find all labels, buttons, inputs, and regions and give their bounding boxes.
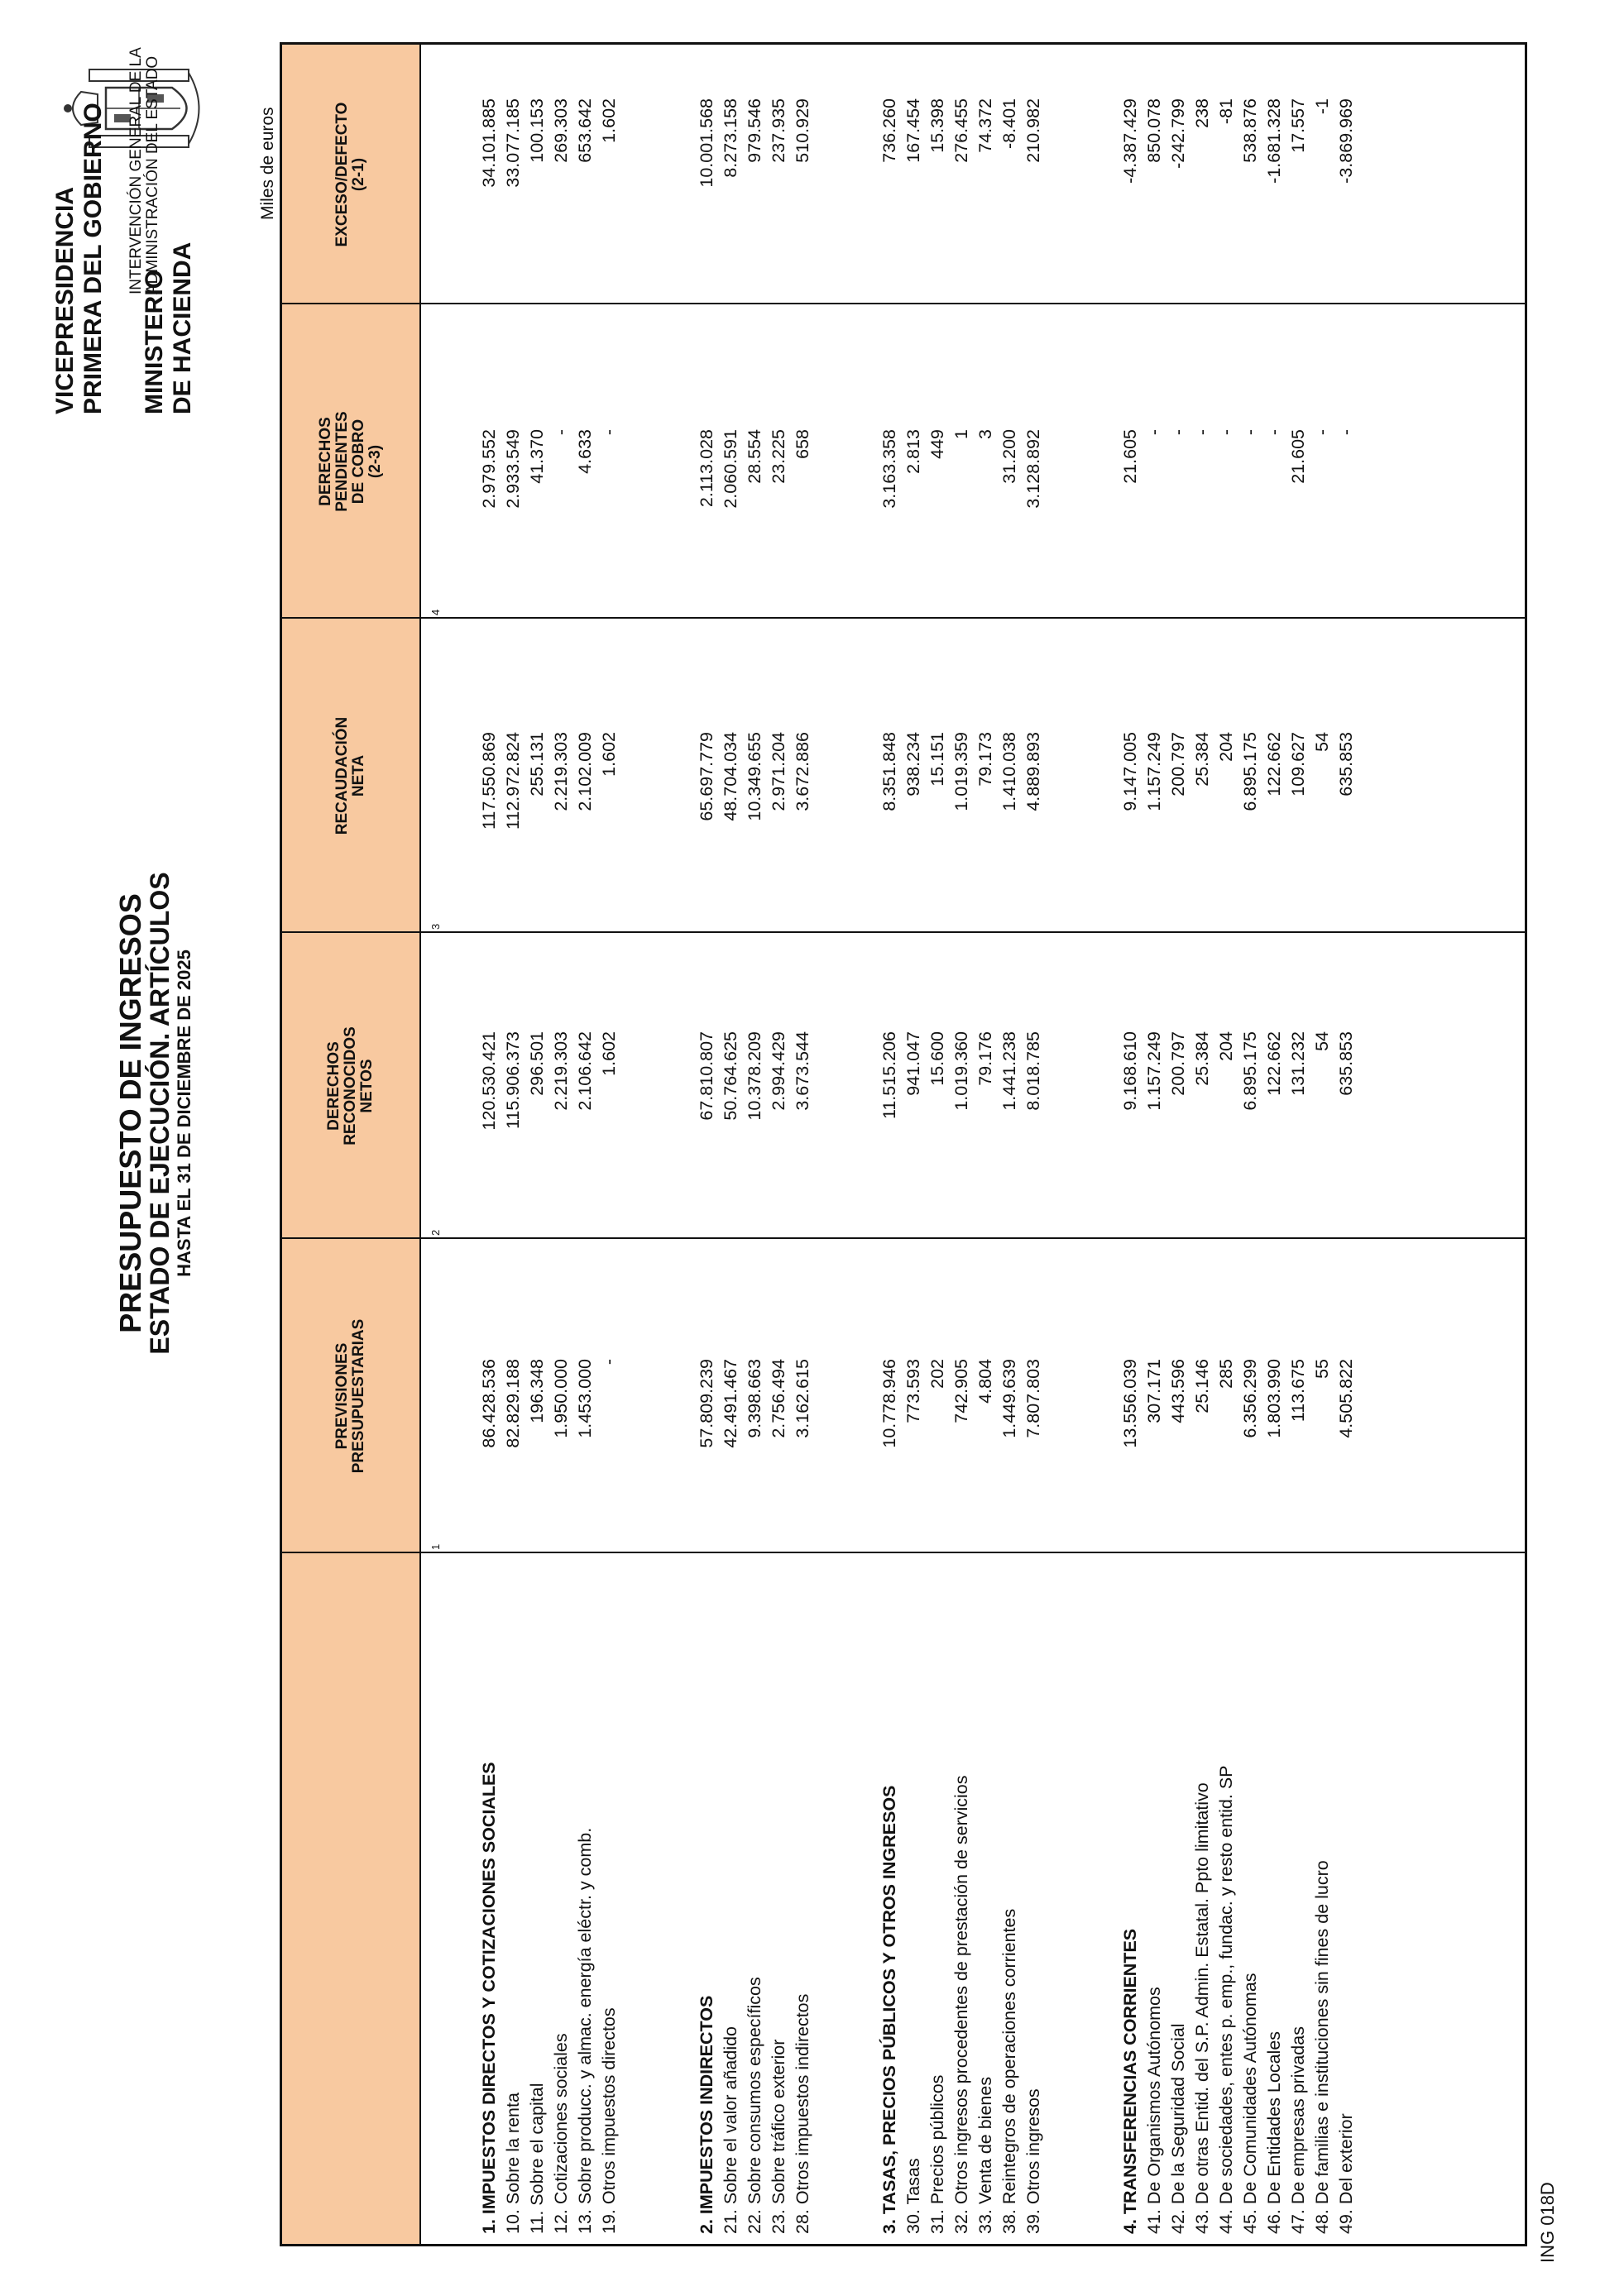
table-row [1168,45,1190,2244]
column-header-1 [282,1239,421,1553]
column-header-line: NETA [350,754,367,797]
document-code: ING 018D [1537,2182,1558,2263]
cell-value: 2.219.303 [551,732,571,811]
cell-value: 41.370 [527,429,547,484]
cell-value: 54 [1312,732,1332,752]
cell-value: 67.810.807 [697,1031,716,1121]
column-number: 1 [429,1543,442,1550]
cell-value: -4.387.429 [1120,98,1140,184]
cell-value: 115.906.373 [503,1031,523,1129]
column-header-4 [282,304,421,619]
column-header-line: RECAUDACIÓN [333,716,351,835]
cell-value: 15.398 [927,98,947,153]
cell-value: 2.113.028 [697,429,716,508]
cell-value: 443.596 [1168,1359,1188,1423]
cell-value: -1.681.328 [1264,98,1284,184]
cell-value: 122.662 [1264,1031,1284,1096]
cell-value: 2.933.549 [503,429,523,509]
cell-value: 2.756.494 [769,1359,788,1438]
cell-value: 9.168.610 [1120,1031,1140,1111]
column-header-5 [282,45,421,304]
cell-value: 74.372 [975,98,995,153]
row-label: 31. Precios públicos [927,2074,947,2234]
row-label: 46. De Entidades Locales [1264,2031,1284,2234]
column-header-line: RECONOCIDOS [342,1026,359,1146]
cell-value: 82.829.188 [503,1359,523,1448]
cell-value: 17.557 [1288,98,1308,153]
column-header-line: PREVISIONES [333,1342,351,1450]
cell-value: 2.994.429 [769,1031,788,1111]
cell-value: 25.384 [1192,1031,1212,1086]
cell-value: 9.147.005 [1120,732,1140,811]
cell-value: 3.163.358 [879,429,899,509]
row-label: 48. De familias e instituciones sin fines de lucro [1312,1860,1332,2234]
cell-value: 15.600 [927,1031,947,1086]
table-row [527,45,549,2244]
table-row [903,45,925,2244]
table-row [721,45,742,2244]
row-label: 12. Cotizaciones sociales [551,2033,571,2234]
cell-value: 2.219.303 [551,1031,571,1111]
units-label: Miles de euros [258,107,277,220]
cell-value: -3.869.969 [1336,98,1356,184]
row-label: 19. Otros impuestos directos [599,2007,619,2234]
cell-value: 1.441.238 [999,1031,1019,1111]
cell-value: 21.605 [1288,429,1308,484]
table-row [1240,45,1262,2244]
cell-value: 1.449.639 [999,1359,1019,1438]
row-label: 22. Sobre consumos específicos [745,1977,764,2234]
column-header-line: (2-1) [350,157,367,192]
column-header-line: DERECHOS [317,417,334,506]
cell-value: 538.876 [1240,98,1260,163]
cell-value: 1.602 [599,98,619,143]
row-label: 33. Venta de bienes [975,2076,995,2234]
cell-value: 50.764.625 [721,1031,740,1121]
cell-value: 635.853 [1336,732,1356,796]
vp-line1: VICEPRESIDENCIA [51,186,79,414]
column-divider [282,303,1525,304]
cell-value: 196.348 [527,1359,547,1423]
cell-value: 10.349.655 [745,732,764,821]
cell-value: 54 [1312,1031,1332,1051]
cell-value: 3.128.892 [1023,429,1043,509]
cell-value: 979.546 [745,98,764,163]
igae-line2: ADMINISTRACIÓN DEL ESTADO [144,55,161,294]
cell-value: 167.454 [903,98,923,163]
cell-value: 238 [1192,98,1212,128]
row-label: 43. De otras Entid. del S.P. Admin. Estatal. Ppto limitativo [1192,1782,1212,2234]
table-row [1312,45,1334,2244]
title-line3: HASTA EL 31 DE DICIEMBRE DE 2025 [174,949,194,1277]
cell-value: 6.895.175 [1240,1031,1260,1111]
column-header-2 [282,933,421,1239]
table-row [769,45,790,2244]
column-header-line: PRESUPUESTARIAS [350,1318,367,1474]
cell-value: 42.491.467 [721,1359,740,1448]
cell-value: 3.672.886 [793,732,812,811]
table-row [793,45,814,2244]
cell-value: 122.662 [1264,732,1284,796]
cell-value: 9.398.663 [745,1359,764,1438]
table-row [975,45,997,2244]
table-row [1264,45,1286,2244]
row-label: 45. De Comunidades Autónomas [1240,1973,1260,2234]
cell-value: 25.146 [1192,1359,1212,1413]
row-label: 42. De la Seguridad Social [1168,2023,1188,2234]
cell-value: 2.813 [903,429,923,474]
cell-value: 6.895.175 [1240,732,1260,811]
vicepresidencia-label [51,103,108,414]
cell-value: 4.889.893 [1023,732,1043,811]
table-row [503,45,525,2244]
cell-value: - [1336,429,1356,436]
cell-value: - [1240,429,1260,436]
cell-value: 109.627 [1288,732,1308,796]
column-divider [282,1237,1525,1239]
cell-value: 10.001.568 [697,98,716,188]
cell-value: -1 [1312,98,1332,115]
cell-value: 2.102.009 [575,732,595,811]
cell-value: 3 [975,429,995,439]
group-title: 4. TRANSFERENCIAS CORRIENTES [1120,1928,1140,2234]
cell-value: 23.225 [769,429,788,484]
cell-value: 57.809.239 [697,1359,716,1448]
row-label: 41. De Organismos Autónomos [1144,1987,1164,2234]
cell-value: 1.157.249 [1144,732,1164,811]
cell-value: 8.018.785 [1023,1031,1043,1111]
cell-value: 15.151 [927,732,947,787]
column-header-line: DERECHOS [325,1041,343,1131]
cell-value: 6.356.299 [1240,1359,1260,1438]
cell-value: - [599,429,619,436]
cell-value: 269.303 [551,98,571,163]
cell-value: 200.797 [1168,732,1188,796]
cell-value: 285 [1216,1359,1236,1389]
cell-value: - [1144,429,1164,436]
row-label: 11. Sobre el capital [527,2083,547,2234]
table-row [1023,45,1045,2244]
cell-value: 10.778.946 [879,1359,899,1448]
table-row [951,45,973,2244]
cell-value: 276.455 [951,98,971,163]
cell-value: 1.019.359 [951,732,971,811]
cell-value: - [1192,429,1212,436]
cell-value: 113.675 [1288,1359,1308,1423]
table-row [1288,45,1310,2244]
cell-value: 449 [927,429,947,459]
cell-value: 1.950.000 [551,1359,571,1438]
cell-value: - [599,1359,619,1366]
cell-value: 11.515.206 [879,1031,899,1120]
cell-value: 31.200 [999,429,1019,484]
cell-value: 653.642 [575,98,595,163]
cell-value: 736.260 [879,98,899,163]
cell-value: 2.979.552 [479,429,499,509]
cell-value: 938.234 [903,732,923,796]
table-row [1216,45,1238,2244]
table-row [1144,45,1166,2244]
cell-value: - [1168,429,1188,436]
cell-value: 3.162.615 [793,1359,812,1438]
cell-value: 850.078 [1144,98,1164,163]
group-title: 2. IMPUESTOS INDIRECTOS [697,1995,716,2234]
group-title-row [879,45,901,2244]
cell-value: - [1216,429,1236,436]
table-row [999,45,1021,2244]
column-header-line: (2-3) [366,444,384,479]
cell-value: 296.501 [527,1031,547,1096]
row-label: 28. Otros impuestos indirectos [793,1993,812,2234]
cell-value: 117.550.869 [479,732,499,830]
cell-value: 21.605 [1120,429,1140,484]
cell-value: 1 [951,429,971,439]
label-column-header [282,1553,421,2244]
cell-value: 86.428.536 [479,1359,499,1448]
cell-value: 1.453.000 [575,1359,595,1438]
cell-value: - [1264,429,1284,436]
row-label: 30. Tasas [903,2158,923,2234]
cell-value: 25.384 [1192,732,1212,787]
cell-value: 4.633 [575,429,595,474]
cell-value: 200.797 [1168,1031,1188,1096]
cell-value: 1.803.990 [1264,1359,1284,1438]
column-header-line: EXCESO/DEFECTO [333,102,351,247]
cell-value: 34.101.885 [479,98,499,188]
row-label: 21. Sobre el valor añadido [721,2026,740,2234]
vp-line2: PRIMERA DEL GOBIERNO [79,103,107,414]
min-line1: MINISTERIO [141,269,168,414]
row-label: 47. De empresas privadas [1288,2026,1308,2234]
cell-value: 2.971.204 [769,732,788,811]
cell-value: 3.673.544 [793,1031,812,1111]
group-title: 1. IMPUESTOS DIRECTOS Y COTIZACIONES SOCIALES [479,1762,499,2234]
cell-value: -81 [1216,98,1236,125]
title-line1: PRESUPUESTO DE INGRESOS [113,893,147,1333]
min-line2: DE HACIENDA [169,242,196,414]
row-label: 10. Sobre la renta [503,2093,523,2234]
column-number: 3 [429,923,442,930]
cell-value: 210.982 [1023,98,1043,163]
cell-value: 204 [1216,732,1236,762]
cell-value: 4.505.822 [1336,1359,1356,1438]
cell-value: 307.171 [1144,1359,1164,1423]
cell-value: 1.019.360 [951,1031,971,1111]
cell-value: 65.697.779 [697,732,716,821]
column-number: 2 [429,1229,442,1236]
table-row [745,45,766,2244]
row-label: 23. Sobre tráfico exterior [769,2039,788,2234]
cell-value: 635.853 [1336,1031,1356,1096]
cell-value: 112.972.824 [503,732,523,830]
cell-value: 79.176 [975,1031,995,1086]
cell-value: 10.378.209 [745,1031,764,1121]
group-title-row [479,45,501,2244]
cell-value: 7.807.803 [1023,1359,1043,1438]
row-label: 32. Otros ingresos procedentes de prestación de servicios [951,1775,971,2234]
column-header-line: DE COBRO [350,419,367,505]
cell-value: - [1312,429,1332,436]
cell-value: 55 [1312,1359,1332,1379]
cell-value: 1.602 [599,1031,619,1076]
cell-value: 33.077.185 [503,98,523,188]
cell-value: -8.401 [999,98,1019,149]
cell-value: 131.232 [1288,1031,1308,1096]
cell-value: 48.704.034 [721,732,740,821]
budget-table [280,42,1527,2246]
cell-value: 13.556.039 [1120,1359,1140,1448]
cell-value: 202 [927,1359,947,1389]
table-row [551,45,572,2244]
row-label: 13. Sobre producc. y almac. energía eléctr. y comb. [575,1827,595,2234]
column-divider [282,617,1525,619]
igae-label [128,47,161,294]
cell-value: 8.351.848 [879,732,899,811]
row-label: 39. Otros ingresos [1023,2088,1043,2234]
cell-value: 28.554 [745,429,764,484]
table-row [1192,45,1214,2244]
cell-value: 658 [793,429,812,459]
cell-value: 1.602 [599,732,619,777]
group-title-row [697,45,718,2244]
row-label: 49. Del exterior [1336,2113,1356,2234]
cell-value: 2.060.591 [721,429,740,509]
table-row [599,45,620,2244]
title-line2: ESTADO DE EJECUCIÓN. ARTÍCULOS [145,872,175,1355]
group-title: 3. TASAS, PRECIOS PÚBLICOS Y OTROS INGRESOS [879,1785,899,2234]
cell-value: 773.593 [903,1359,923,1423]
column-divider [282,931,1525,933]
column-divider [282,1552,1525,1553]
cell-value: -242.799 [1168,98,1188,169]
cell-value: 510.929 [793,98,812,163]
cell-value: 1.157.249 [1144,1031,1164,1111]
cell-value: 1.410.038 [999,732,1019,811]
table-row [927,45,949,2244]
igae-line1: INTERVENCIÓN GENERAL DE LA [127,47,145,294]
column-number: 4 [429,609,442,615]
cell-value: 8.273.158 [721,98,740,178]
cell-value: 79.173 [975,732,995,787]
cell-value: 100.153 [527,98,547,163]
table-row [1336,45,1358,2244]
cell-value: 941.047 [903,1031,923,1096]
table-row [575,45,596,2244]
cell-value: 4.804 [975,1359,995,1404]
cell-value: 742.905 [951,1359,971,1423]
column-header-line: NETOS [358,1059,376,1113]
cell-value: 237.935 [769,98,788,163]
cell-value: 204 [1216,1031,1236,1061]
column-header-line: PENDIENTES [333,411,351,512]
report-title [113,799,195,1428]
column-header-3 [282,619,421,933]
cell-value: 120.530.421 [479,1031,499,1131]
cell-value: 255.131 [527,732,547,796]
cell-value: - [551,429,571,436]
row-label: 44. De sociedades, entes p. emp., fundac. y resto entid. SP [1216,1765,1236,2234]
row-label: 38. Reintegros de operaciones corrientes [999,1908,1019,2234]
group-title-row [1120,45,1142,2244]
cell-value: 2.106.642 [575,1031,595,1111]
